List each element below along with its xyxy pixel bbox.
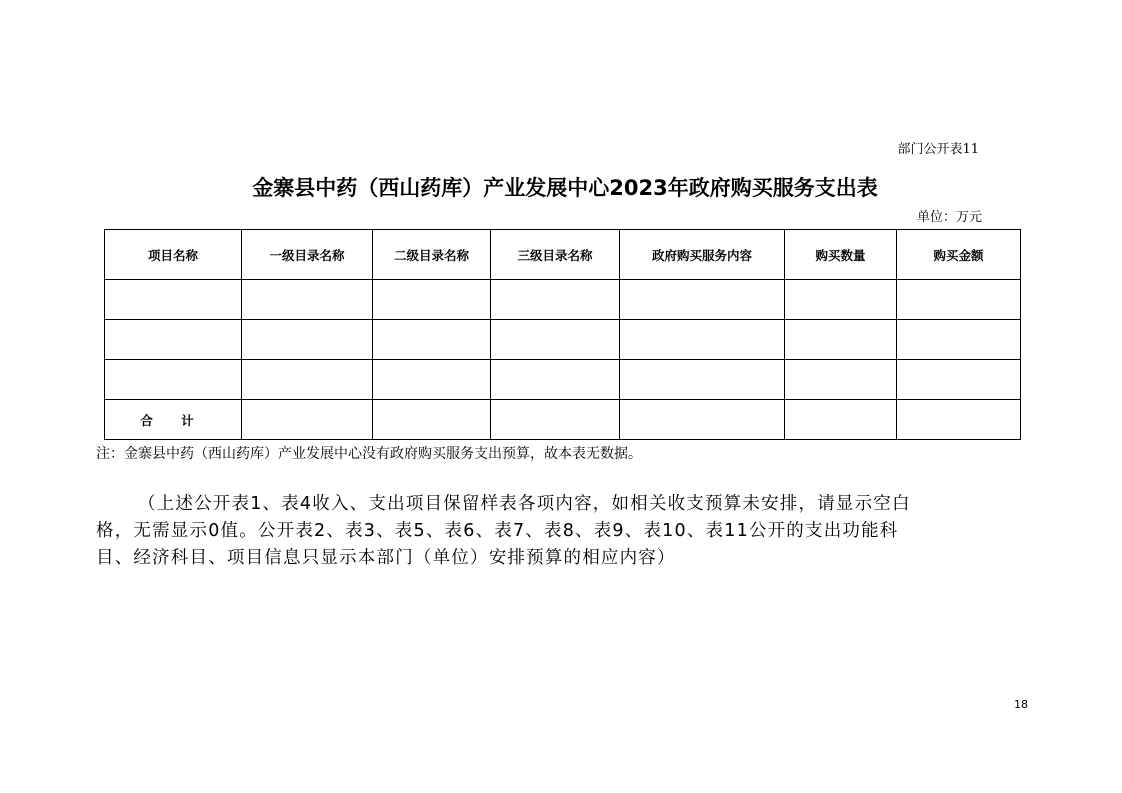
table-cell [373, 320, 491, 360]
table-cell [620, 400, 785, 440]
total-row [105, 400, 1021, 440]
table-cell [491, 400, 620, 440]
column-header: 购买数量 [785, 230, 897, 280]
table-note: 注：金寨县中药（西山药库）产业发展中心没有政府购买服务支出预算，故本表无数据。 [96, 446, 642, 462]
column-header: 购买金额 [897, 230, 1021, 280]
table-cell [620, 280, 785, 320]
page-title: 金寨县中药（西山药库）产业发展中心2023年政府购买服务支出表 [252, 176, 878, 200]
instructions-paragraph [96, 491, 1036, 572]
column-header: 一级目录名称 [242, 230, 373, 280]
table-row [105, 320, 1021, 360]
table-cell [242, 400, 373, 440]
unit-label: 单位：万元 [916, 210, 982, 225]
table-cell [105, 280, 242, 320]
table-cell [105, 360, 242, 400]
column-header: 三级目录名称 [491, 230, 620, 280]
table-cell [242, 320, 373, 360]
table-cell [785, 280, 897, 320]
column-header: 项目名称 [105, 230, 242, 280]
table-header-row [105, 230, 1021, 280]
table-row [105, 280, 1021, 320]
table-cell [897, 400, 1021, 440]
table-row [105, 360, 1021, 400]
table-cell [620, 320, 785, 360]
purchase-services-table [104, 229, 1021, 440]
table-cell [491, 360, 620, 400]
table-cell [897, 360, 1021, 400]
table-cell [785, 360, 897, 400]
table-cell [620, 360, 785, 400]
table-cell [897, 320, 1021, 360]
table-cell [105, 320, 242, 360]
table-cell [785, 320, 897, 360]
instructions-line: （上述公开表1、表4收入、支出项目保留样表各项内容，如相关收支预算未安排，请显示空白 [138, 494, 911, 514]
table-cell [491, 320, 620, 360]
instructions-line: 目、经济科目、项目信息只显示本部门（单位）安排预算的相应内容） [96, 548, 676, 568]
table-cell [242, 360, 373, 400]
column-header: 政府购买服务内容 [620, 230, 785, 280]
table-cell [242, 280, 373, 320]
column-header: 二级目录名称 [373, 230, 491, 280]
form-code-label: 部门公开表11 [897, 142, 979, 157]
table-cell [785, 400, 897, 440]
page-number: 18 [1014, 698, 1028, 711]
total-label: 合 计 [105, 400, 242, 440]
instructions-line: 格，无需显示0值。公开表2、表3、表5、表6、表7、表8、表9、表10、表11公开的支出功能科 [96, 521, 899, 541]
table-cell [373, 400, 491, 440]
table-cell [373, 280, 491, 320]
table-cell [373, 360, 491, 400]
table-cell [897, 280, 1021, 320]
table-cell [491, 280, 620, 320]
